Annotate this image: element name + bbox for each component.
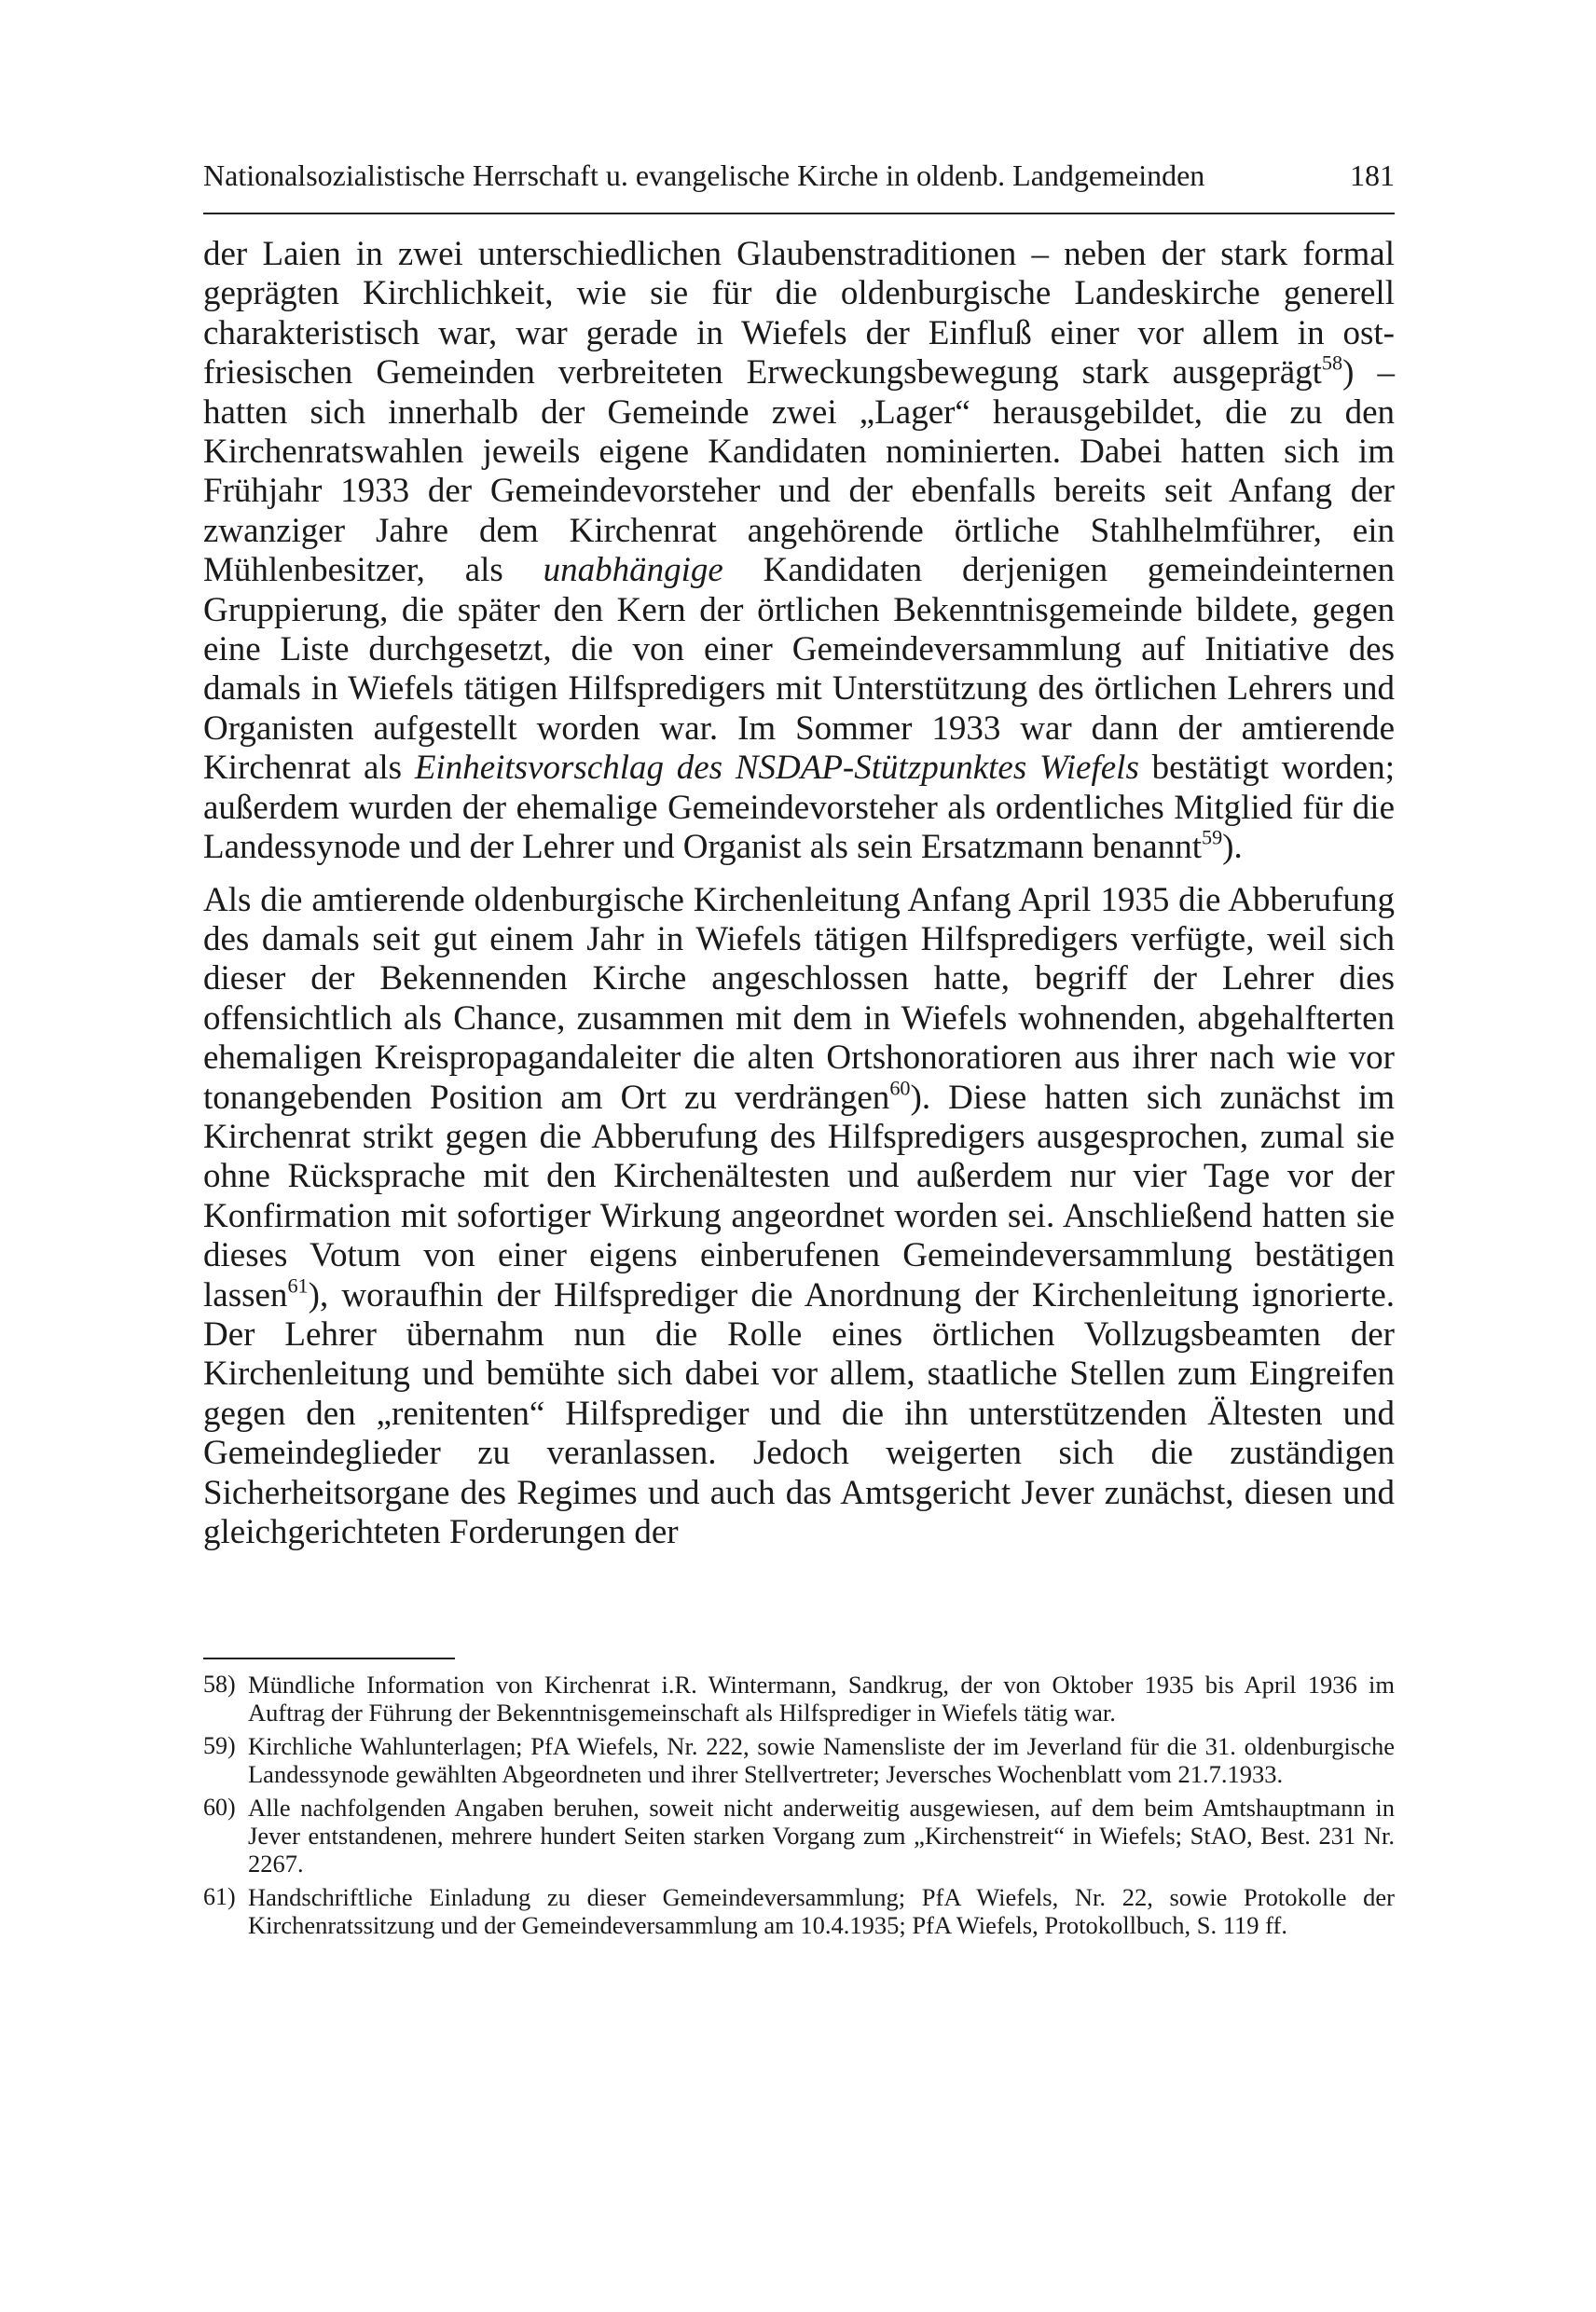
page-number: 181 bbox=[1350, 158, 1395, 192]
footnote-mark: 58) bbox=[203, 1671, 236, 1698]
footnote-mark: 59) bbox=[203, 1732, 236, 1759]
footnote-text: Kirchliche Wahlunterlagen; PfA Wiefels, Nr. 222, sowie Namensliste der im Jeverland für die 31. oldenburgische Landessynode gewählten Abgeordneten und ihrer Stellvertreter; Jeversches Wochenblatt vom 21.7.1933. bbox=[248, 1732, 1395, 1788]
text-run: ). bbox=[1222, 828, 1243, 867]
running-title: Nationalsozialistische Herrschaft u. evangelische Kirche in oldenb. Landgemeinden bbox=[203, 158, 1205, 192]
text-run: der Laien in zwei unterschiedlichen Glaubenstraditionen – neben der stark formal geprägten Kirchlichkeit, wie sie für die oldenburgische Landeskirche generell charakteristisch war, war gerade in Wiefels der Einfluß einer vor allem in ostfriesischen Gemeinden verbreiteten Erweckungsbewegung stark ausgeprägt bbox=[203, 235, 1395, 392]
footnote-text: Handschriftliche Einladung zu dieser Gemeindeversammlung; PfA Wiefels, Nr. 22, sowie Protokolle der Kirchenratssitzung und der Gemeindeversammlung am 10.4.1935; PfA Wiefels, Protokollbuch, S. 119 ff. bbox=[248, 1883, 1395, 1939]
footnote-ref-60[interactable]: 60 bbox=[889, 1076, 911, 1100]
text-run: Als die amtierende oldenburgische Kirchenleitung Anfang April 1935 die Abberufung des damals seit gut einem Jahr in Wiefels tätigen Hilfspredigers verfügte, weil sich dieser der Bekennenden Kirche angeschlossen hatte, begriff der Lehrer dies offensichtlich als Chance, zusammen mit dem in Wiefels wohnenden, abgehalfterten ehemaligen Kreispropagandaleiter die alten Ortshonoratioren aus ihrer nach wie vor tonangebenden Position am Ort zu verdrängen bbox=[203, 880, 1395, 1117]
footnote-59 bbox=[203, 1732, 1395, 1788]
paragraph-2 bbox=[203, 881, 1395, 1553]
text-run: bestätigt worden; außerdem wurden der ehemalige Gemeindevorsteher als ordentliches Mitglied für die Landessynode und der Lehrer und Organist als sein Ersatzmann benannt bbox=[203, 749, 1395, 867]
footnote-58 bbox=[203, 1671, 1395, 1727]
footnotes bbox=[203, 1671, 1395, 1945]
italic-phrase: unabhängige bbox=[543, 551, 723, 590]
footnote-ref-58[interactable]: 58 bbox=[1321, 351, 1343, 375]
italic-phrase: Einheitsvorschlag des NSDAP-Stützpunktes Wiefels bbox=[414, 749, 1139, 788]
text-run: Kandidaten derjenigen gemeindeinternen Gruppierung, die später den Kern der örtlichen Bekenntnisgemeinde bildete, gegen eine Liste durchgesetzt, die von einer Gemeindeversammlung auf Initiative des damals in Wiefels tätigen Hilfspredigers mit Unterstützung des örtlichen Lehrers und Organisten aufgestellt worden war. Im Sommer 1933 war dann der amtierende Kirchenrat als bbox=[203, 551, 1395, 788]
footnote-60 bbox=[203, 1794, 1395, 1878]
footnote-ref-61[interactable]: 61 bbox=[287, 1273, 309, 1298]
footnote-mark: 61) bbox=[203, 1883, 236, 1910]
footnote-text: Mündliche Information von Kirchenrat i.R. Wintermann, Sandkrug, der von Oktober 1935 bis April 1936 im Auftrag der Führung der Bekenntnisgemeinschaft als Hilfsprediger in Wiefels tätig war. bbox=[248, 1671, 1395, 1727]
footnote-mark: 60) bbox=[203, 1794, 236, 1821]
text-run: ), woraufhin der Hilfsprediger die Anordnung der Kirchenleitung ignorierte. Der Lehrer übernahm nun die Rolle eines örtlichen Vollzugsbeamten der Kirchenleitung und bemühte sich dabei vor allem, staatliche Stellen zum Eingreifen gegen den „renitenten“ Hilfsprediger und die ihn unterstützenden Ältesten und Gemeindeglieder zu veranlassen. Jedoch weigerten sich die zuständigen Sicherheitsorgane des Regimes und auch das Amtsgericht Jever zunächst, diesen und gleichgerichteten Forderungen der bbox=[203, 1275, 1395, 1551]
book-page bbox=[203, 0, 1395, 2312]
footnote-ref-59[interactable]: 59 bbox=[1201, 825, 1223, 849]
paragraph-1 bbox=[203, 235, 1395, 868]
text-run: ) – hatten sich innerhalb der Gemeinde zwei „Lager“ herausgebildet, die zu den Kirchenratswahlen jeweils eigene Kandidaten nominierten. Dabei hatten sich im Frühjahr 1933 der Gemeindevorsteher und der ebenfalls bereits seit Anfang der zwanziger Jahre dem Kirchenrat angehörende örtliche Stahlhelmführer, ein Mühlenbesitzer, als bbox=[203, 353, 1395, 590]
footnote-rule bbox=[203, 1658, 455, 1659]
running-head bbox=[203, 157, 1395, 194]
body-text bbox=[203, 235, 1395, 1552]
footnote-text: Alle nachfolgenden Angaben beruhen, soweit nicht anderweitig ausgewiesen, auf dem beim Amtshauptmann in Jever entstandenen, mehrere hundert Seiten starken Vorgang zum „Kirchenstreit“ in Wiefels; StAO, Best. 231 Nr. 2267. bbox=[248, 1794, 1395, 1878]
footnote-61 bbox=[203, 1883, 1395, 1939]
header-rule bbox=[203, 213, 1395, 214]
text-run: ). Diese hatten sich zunächst im Kirchenrat strikt gegen die Abberufung des Hilfspredigers ausgesprochen, zumal sie ohne Rücksprache mit den Kirchenältesten und außerdem nur vier Tage vor der Konfirmation mit sofortiger Wirkung angeordnet worden sei. Anschließend hatten sie dieses Votum von einer eigens einberufenen Gemeindeversammlung bestätigen lassen bbox=[203, 1078, 1395, 1314]
